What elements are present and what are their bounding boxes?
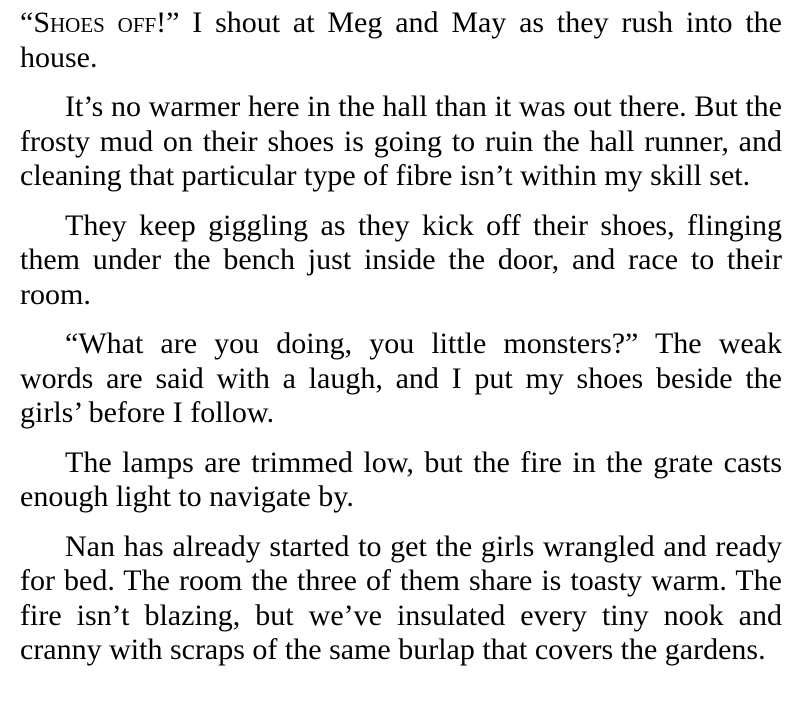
- paragraph: [20, 209, 782, 313]
- paragraph-text: “What are you doing, you little monsters?” The weak words are said with a laugh, and I put my shoes beside the girls’ before I follow.: [20, 327, 782, 429]
- paragraph-text: Nan has already started to get the girls wrangled and ready for bed. The room the three of them share is toasty warm. The fire isn’t blazing, but we’ve insulated every tiny nook and cranny with scraps of the same burlap that covers the gardens.: [20, 529, 782, 666]
- paragraph-text: They keep giggling as they kick off their shoes, flinging them under the bench just inside the door, and race to their room.: [20, 208, 782, 311]
- paragraph: [20, 6, 782, 75]
- paragraph: [20, 90, 782, 194]
- paragraph-text: It’s no warmer here in the hall than it was out there. But the frosty mud on their shoes is going to ruin the hall runner, and cleaning that particular type of fibre isn’t within my skill set.: [20, 90, 782, 192]
- paragraph: [20, 530, 782, 668]
- paragraph-text: I shout at Meg and May as they rush into the house.: [20, 6, 782, 74]
- paragraph-text: The lamps are trimmed low, but the fire in the grate casts enough light to navigate by.: [20, 445, 782, 513]
- paragraph: [20, 327, 782, 431]
- paragraph: [20, 446, 782, 515]
- small-caps-lead: “Shoes off!”: [20, 6, 180, 39]
- page-text: [20, 6, 782, 668]
